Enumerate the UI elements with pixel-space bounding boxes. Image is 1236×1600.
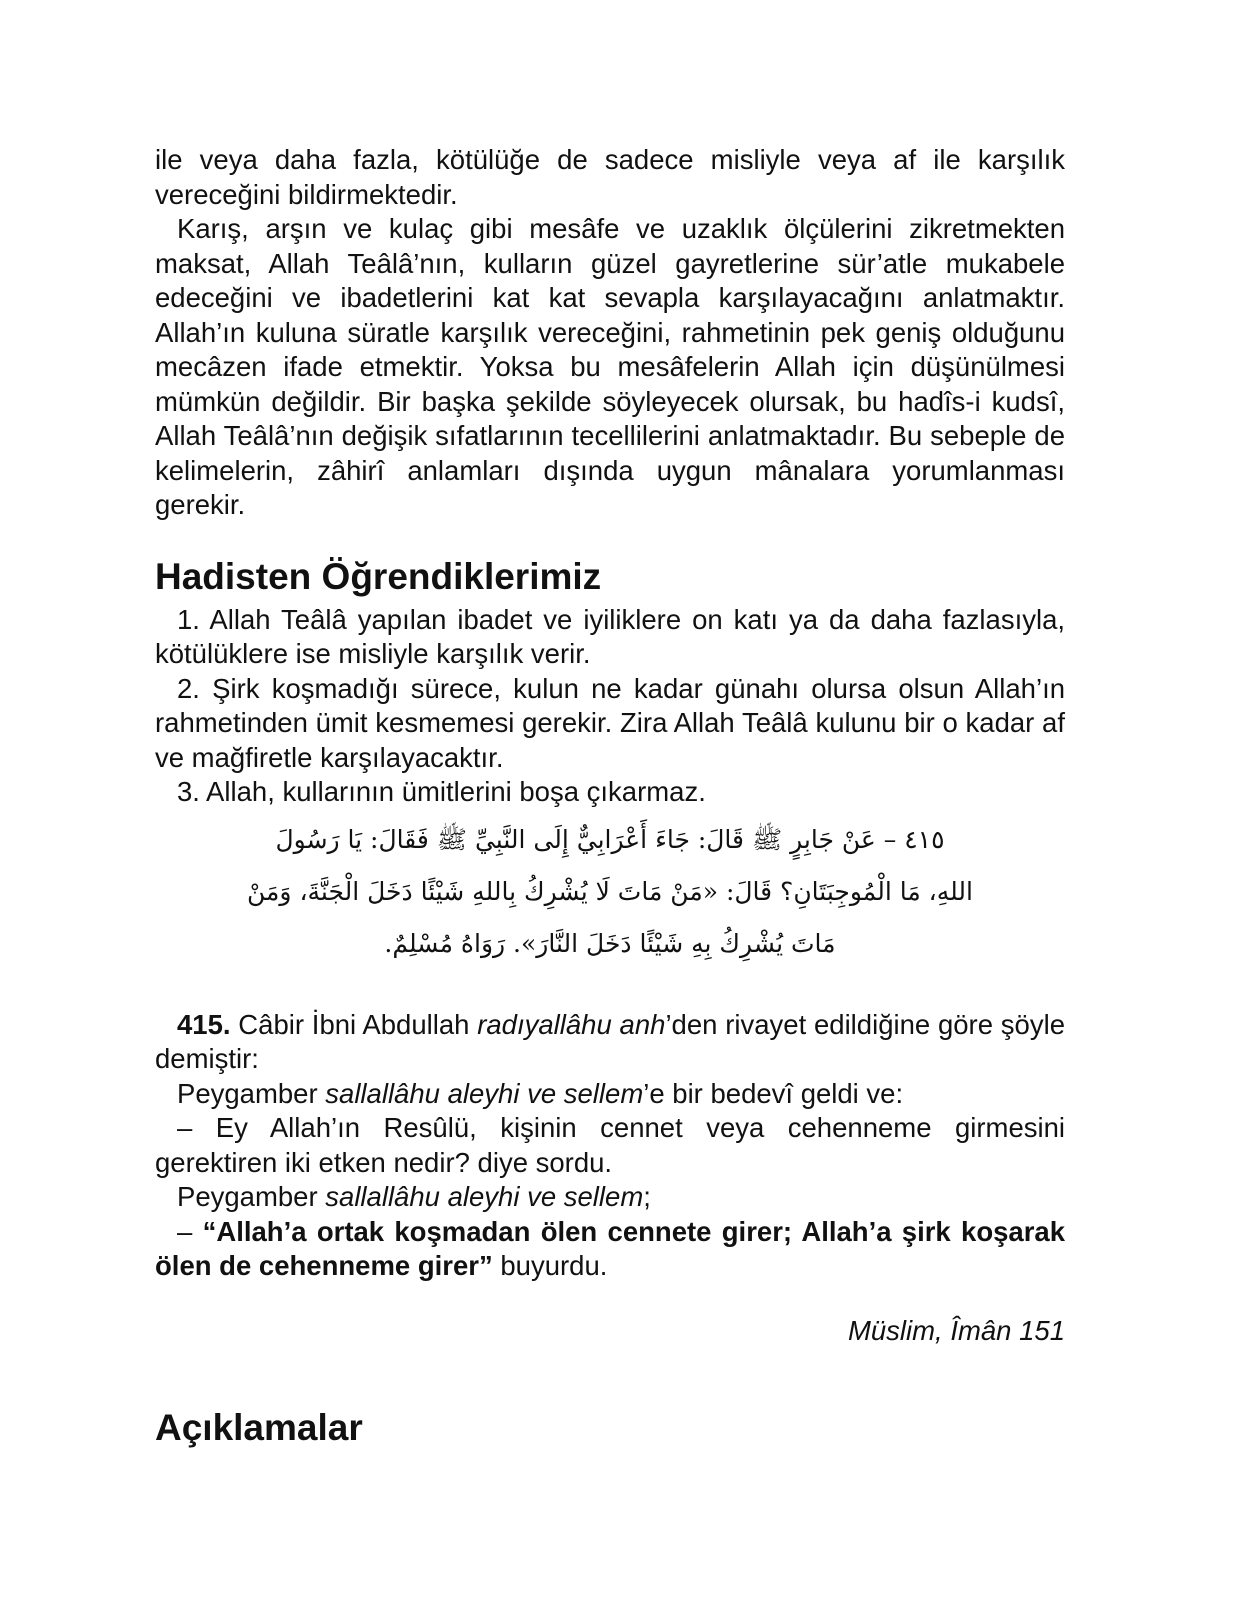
hadith-p4-italic: sallallâhu aleyhi ve sellem: [325, 1181, 644, 1212]
lesson-item-1: 1. Allah Teâlâ yapılan ibadet ve iyiliklere on katı ya da daha fazlasıyla, kötülüklere ise misliyle karşılık verir.: [155, 603, 1065, 669]
hadith-intro: [155, 1008, 1065, 1077]
hadith-intro-text: Câbir İbni Abdullah: [230, 1008, 478, 1040]
hadith-p4-text-end: ;: [643, 1181, 651, 1212]
hadith-intro-text-end: ’den rivayet edildiğine göre şöyle demiştir:: [155, 1008, 1065, 1074]
arabic-hadith-text: [155, 814, 1065, 970]
page-content: [155, 143, 1065, 1450]
hadith-answer-bold: “Allah’a ortak koşmadan ölen cennete girer; Allah’a şirk koşarak ölen de cehenneme girer”: [155, 1215, 1066, 1281]
hadith-intro-italic: radıyallâhu anh: [477, 1008, 666, 1040]
hadith-p4-text: Peygamber: [177, 1181, 326, 1212]
lesson-item-2: 2. Şirk koşmadığı sürece, kulun ne kadar günahı olursa olsun Allah’ın rahmetinden ümit kesmemesi gerekir. Zira Allah Teâlâ kulunu bir o kadar af ve mağfiretle karşılayacaktır.: [155, 672, 1065, 773]
hadith-p2-text-end: ’e bir bedevî geldi ve:: [643, 1077, 904, 1109]
hadith-answer-dash: –: [177, 1215, 203, 1247]
arabic-line-1: ٤١٥ – عَنْ جَابِرٍ ﷺ قَالَ: جَاءَ أَعْرَابِيٌّ إِلَى النَّبِيِّ ﷺ فَقَالَ: يَا رَسُولَ: [275, 824, 945, 854]
hadith-number: 415.: [177, 1008, 231, 1040]
hadith-p2-text: Peygamber: [177, 1077, 326, 1109]
explanations-heading: Açıklamalar: [155, 1406, 363, 1448]
arabic-line-2: اللهِ، مَا الْمُوجِبَتَانِ؟ قَالَ: «مَنْ مَاتَ لَا يُشْرِكُ بِاللهِ شَيْئًا دَخَلَ الْجَنَّةَ، وَمَنْ: [247, 876, 973, 906]
hadith-source: Müslim, Îmân 151: [847, 1314, 1065, 1346]
hadith-answer-end: buyurdu.: [492, 1250, 608, 1281]
arabic-line-3: مَاتَ يُشْرِكُ بِهِ شَيْئًا دَخَلَ النَّارَ». رَوَاهُ مُسْلِمٌ.: [384, 928, 836, 958]
hadith-paragraph-2: [155, 1077, 1065, 1112]
hadith-paragraph-4: [155, 1180, 1065, 1215]
lessons-heading: Hadisten Öğrendiklerimiz: [155, 555, 602, 597]
hadith-question: – Ey Allah’ın Resûlü, kişinin cennet veya cehenneme girmesini gerektiren iki etken nedir? diye sordu.: [155, 1112, 1065, 1178]
hadith-answer: [155, 1215, 1065, 1284]
intro-paragraph-1: ile veya daha fazla, kötülüğe de sadece misliyle veya af ile karşılık vereceğini bildirmektedir.: [155, 144, 1065, 210]
lesson-item-3: 3. Allah, kullarının ümitlerini boşa çıkarmaz.: [177, 776, 706, 807]
intro-paragraph-2: Karış, arşın ve kulaç gibi mesâfe ve uzaklık ölçülerini zikretmekten maksat, Allah Teâlâ’nın, kulların güzel gayretlerine sür’atle mukabele edeceğini ve ibadetlerini kat kat sevapla karşılayacağını anlatmaktır. Allah’ın kuluna süratle karşılık vereceğini, rahmetinin pek geniş olduğunu mecâzen ifade etmektir. Yoksa bu mesâfelerin Allah için düşünülmesi mümkün değildir. Bir başka şekilde söyleyecek olursak, bu hadîs-i kudsî, Allah Teâlâ’nın değişik sıfatlarının tecellilerini anlatmaktadır. Bu sebeple de kelimelerin, zâhirî anlamları dışında uygun mânalara yorumlanması gerekir.: [155, 213, 1065, 520]
hadith-p2-italic: sallallâhu aleyhi ve sellem: [325, 1077, 644, 1109]
